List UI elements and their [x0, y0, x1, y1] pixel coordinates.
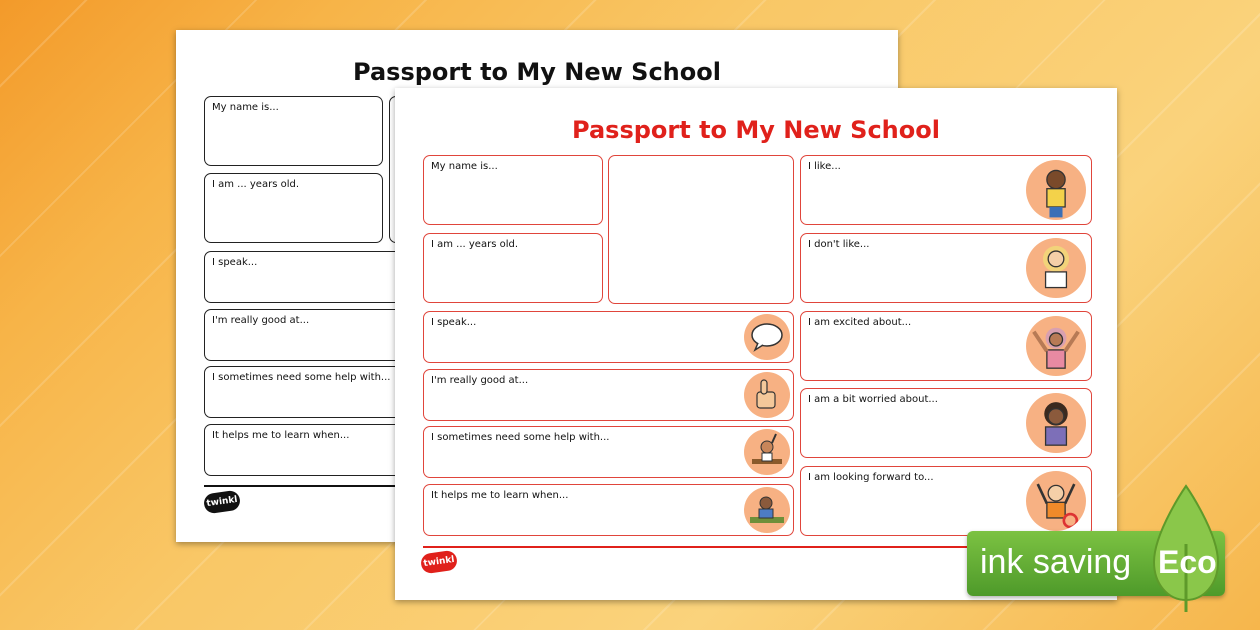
ink-saving-label: ink saving	[980, 543, 1132, 581]
front-box-label: I like...	[808, 161, 841, 172]
back-box-help	[204, 366, 424, 418]
front-box-speak	[423, 311, 794, 363]
boy-worried-icon	[1026, 393, 1086, 453]
thumbs-up-icon	[744, 372, 790, 418]
front-box-worried	[800, 388, 1092, 458]
front-worksheet-preview	[395, 88, 1117, 600]
back-twinkl-logo: twinkl	[203, 490, 241, 515]
front-box-like	[800, 155, 1092, 225]
back-box-label: I am ... years old.	[212, 179, 300, 190]
back-box-good-at	[204, 309, 424, 361]
back-box-learn	[204, 424, 424, 476]
front-box-help	[423, 426, 794, 478]
front-box-excited	[800, 311, 1092, 381]
back-box-label: It helps me to learn when...	[212, 430, 350, 441]
front-box-name	[423, 155, 603, 225]
front-box-label: I speak...	[431, 317, 477, 328]
front-box-photo	[608, 155, 794, 304]
back-footer-rule	[204, 485, 424, 487]
front-box-label: I am excited about...	[808, 317, 912, 328]
girl-excited-icon	[1026, 316, 1086, 376]
front-box-label: I am looking forward to...	[808, 472, 934, 483]
speech-bubble-icon	[744, 314, 790, 360]
back-box-label: I'm really good at...	[212, 315, 310, 326]
front-box-label: I sometimes need some help with...	[431, 432, 610, 443]
back-box-label: I sometimes need some help with...	[212, 372, 391, 383]
front-box-looking-forward	[800, 466, 1092, 536]
front-box-age	[423, 233, 603, 303]
front-twinkl-logo: twinkl	[420, 550, 458, 575]
eco-label: Eco	[1158, 544, 1217, 580]
front-box-label: I am ... years old.	[431, 239, 519, 250]
front-sheet-title: Passport to My New School	[572, 116, 940, 144]
back-box-label: I speak...	[212, 257, 258, 268]
front-box-good-at	[423, 369, 794, 421]
front-box-label: It helps me to learn when...	[431, 490, 569, 501]
child-cheering-icon	[1026, 471, 1086, 531]
front-box-learn	[423, 484, 794, 536]
girl-frowning-icon	[1026, 238, 1086, 298]
child-raising-hand-icon	[744, 429, 790, 475]
front-box-label: I don't like...	[808, 239, 870, 250]
front-box-label: My name is...	[431, 161, 498, 172]
boy-smiling-icon	[1026, 160, 1086, 220]
back-box-label: My name is...	[212, 102, 279, 113]
back-box-age	[204, 173, 383, 243]
back-box-name	[204, 96, 383, 166]
child-writing-icon	[744, 487, 790, 533]
front-box-label: I am a bit worried about...	[808, 394, 938, 405]
back-box-speak	[204, 251, 424, 303]
back-sheet-title: Passport to My New School	[353, 58, 721, 86]
front-box-dislike	[800, 233, 1092, 303]
front-box-label: I'm really good at...	[431, 375, 529, 386]
